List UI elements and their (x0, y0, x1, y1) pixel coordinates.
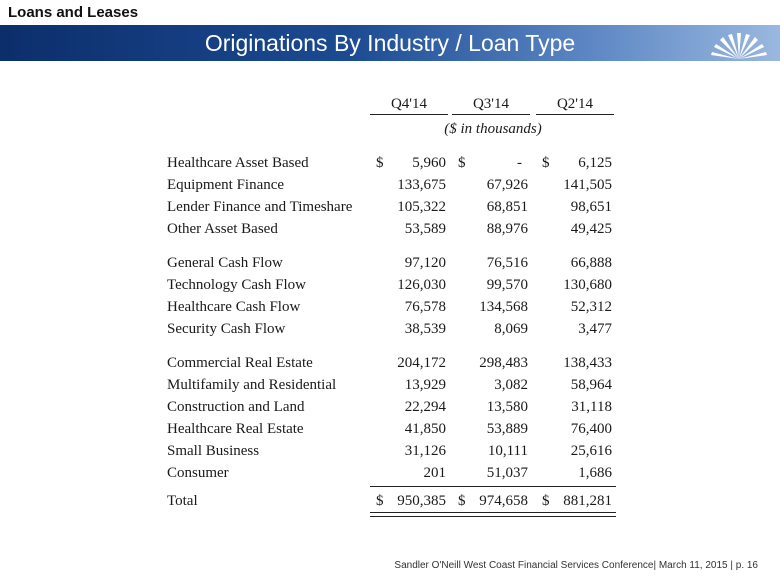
value-text: 51,037 (486, 465, 528, 481)
row-label: Healthcare Cash Flow (167, 299, 301, 315)
value-cell (452, 296, 530, 318)
table-row (0, 274, 780, 296)
value-cell (370, 274, 448, 296)
value-text: 133,675 (397, 177, 446, 193)
page-title: Originations By Industry / Loan Type (204, 30, 576, 56)
table-row (0, 152, 780, 174)
value-text: 126,030 (397, 277, 446, 293)
value-cell (452, 218, 530, 240)
unit-note: ($ in thousands) (444, 121, 542, 137)
currency-symbol: $ (542, 493, 550, 509)
row-label: Construction and Land (167, 399, 305, 415)
value-text: 53,889 (486, 421, 528, 437)
column-header: Q2'14 (536, 96, 614, 115)
value-text: 88,976 (486, 221, 528, 237)
value-cell (536, 418, 614, 440)
value-text: 8,069 (494, 321, 528, 337)
value-cell (536, 252, 614, 274)
value-cell (452, 318, 530, 340)
value-cell (370, 490, 448, 512)
table-row (0, 462, 780, 484)
row-label: Other Asset Based (167, 221, 278, 237)
value-text: 201 (423, 465, 446, 481)
value-text: 49,425 (570, 221, 612, 237)
currency-symbol: $ (376, 493, 384, 509)
total-double-rule (370, 512, 616, 517)
value-text: 204,172 (397, 355, 446, 371)
table-row (0, 374, 780, 396)
value-cell (536, 352, 614, 374)
value-text: 66,888 (570, 255, 612, 271)
value-cell (452, 440, 530, 462)
currency-symbol: $ (458, 155, 466, 171)
value-text: 25,616 (570, 443, 612, 459)
value-text: 67,926 (486, 177, 528, 193)
row-label: Multifamily and Residential (167, 377, 337, 393)
value-text: 130,680 (563, 277, 612, 293)
value-text: 76,516 (486, 255, 528, 271)
table-row (0, 196, 780, 218)
table-row (0, 174, 780, 196)
value-cell (536, 318, 614, 340)
subtotal-rule (370, 486, 616, 487)
table-row (0, 418, 780, 440)
value-text: 58,964 (570, 377, 612, 393)
value-cell (536, 152, 614, 174)
value-text: 10,111 (487, 443, 528, 459)
value-cell (536, 296, 614, 318)
value-text: 41,850 (404, 421, 446, 437)
value-cell (536, 218, 614, 240)
table-row (0, 352, 780, 374)
value-cell (536, 490, 614, 512)
value-cell (536, 440, 614, 462)
value-cell (370, 196, 448, 218)
value-cell (452, 352, 530, 374)
row-label: Commercial Real Estate (167, 355, 313, 371)
sunburst-logo-icon (708, 25, 770, 61)
value-text: 98,651 (570, 199, 612, 215)
table-row (0, 490, 780, 512)
value-text: 31,118 (571, 399, 612, 415)
row-label: Technology Cash Flow (167, 277, 306, 293)
value-cell (452, 274, 530, 296)
value-text: 13,929 (404, 377, 446, 393)
currency-symbol: $ (376, 155, 384, 171)
row-label: Small Business (167, 443, 260, 459)
value-cell (370, 296, 448, 318)
value-text: 76,400 (570, 421, 612, 437)
value-cell (536, 374, 614, 396)
title-banner (0, 25, 780, 61)
table-row (0, 396, 780, 418)
value-cell (370, 440, 448, 462)
value-text: 52,312 (570, 299, 612, 315)
row-label: Healthcare Real Estate (167, 421, 304, 437)
value-text: 105,322 (397, 199, 446, 215)
value-cell (536, 274, 614, 296)
value-text: 53,589 (404, 221, 446, 237)
value-text: 974,658 (479, 493, 528, 509)
value-cell (452, 196, 530, 218)
value-cell (452, 252, 530, 274)
value-cell (452, 418, 530, 440)
value-text: 950,385 (397, 493, 446, 509)
value-text: 6,125 (578, 155, 612, 171)
value-cell (370, 418, 448, 440)
footer-text: Sandler O'Neill West Coast Financial Services Conference| March 11, 2015 | p. 16 (394, 560, 758, 571)
value-text: 3,477 (578, 321, 612, 337)
value-cell (452, 490, 530, 512)
row-label: Consumer (167, 465, 229, 481)
value-text: 76,578 (404, 299, 446, 315)
value-cell (536, 396, 614, 418)
column-header: Q3'14 (452, 96, 530, 115)
currency-symbol: $ (542, 155, 550, 171)
value-text: 22,294 (404, 399, 446, 415)
row-label: Security Cash Flow (167, 321, 286, 337)
value-text: 141,505 (563, 177, 612, 193)
table-row (0, 252, 780, 274)
value-cell (370, 174, 448, 196)
value-text: 13,580 (486, 399, 528, 415)
row-label: Healthcare Asset Based (167, 155, 309, 171)
value-text: 298,483 (479, 355, 528, 371)
value-cell (370, 462, 448, 484)
value-text: - (517, 155, 522, 171)
value-cell (536, 196, 614, 218)
value-cell (370, 318, 448, 340)
value-text: 38,539 (404, 321, 446, 337)
value-text: 99,570 (486, 277, 528, 293)
row-label: Total (167, 493, 198, 509)
table-row (0, 440, 780, 462)
column-header: Q4'14 (370, 96, 448, 115)
value-text: 31,126 (404, 443, 446, 459)
value-text: 134,568 (479, 299, 528, 315)
value-cell (452, 152, 530, 174)
value-cell (370, 352, 448, 374)
value-text: 5,960 (412, 155, 446, 171)
value-cell (536, 462, 614, 484)
value-text: 68,851 (486, 199, 528, 215)
value-text: 97,120 (404, 255, 446, 271)
currency-symbol: $ (458, 493, 466, 509)
value-text: 3,082 (494, 377, 528, 393)
value-text: 138,433 (563, 355, 612, 371)
value-cell (452, 462, 530, 484)
row-label: Lender Finance and Timeshare (167, 199, 353, 215)
value-cell (370, 218, 448, 240)
value-cell (452, 174, 530, 196)
value-cell (452, 396, 530, 418)
value-cell (452, 374, 530, 396)
section-label: Loans and Leases (8, 4, 139, 21)
value-cell (370, 152, 448, 174)
row-label: General Cash Flow (167, 255, 283, 271)
value-text: 1,686 (578, 465, 612, 481)
table-row (0, 218, 780, 240)
table-row (0, 296, 780, 318)
value-cell (536, 174, 614, 196)
table-row (0, 318, 780, 340)
row-label: Equipment Finance (167, 177, 285, 193)
value-cell (370, 374, 448, 396)
value-cell (370, 252, 448, 274)
value-cell (370, 396, 448, 418)
value-text: 881,281 (563, 493, 612, 509)
